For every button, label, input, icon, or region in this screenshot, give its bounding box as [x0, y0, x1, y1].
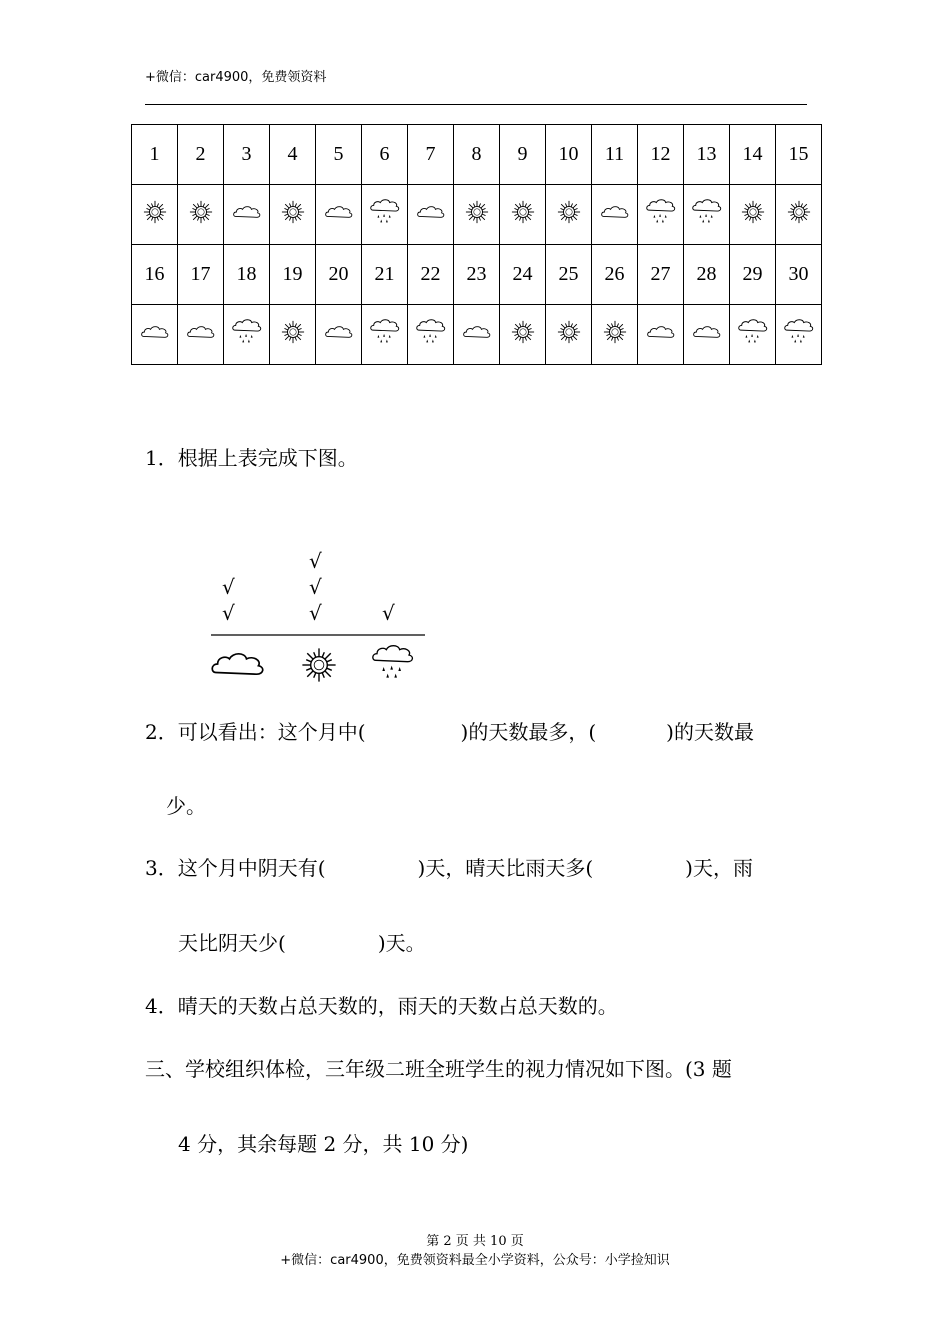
weather-cell	[684, 185, 730, 245]
weather-cell	[500, 305, 546, 365]
day-number: 21	[362, 245, 408, 305]
weather-cell	[270, 185, 316, 245]
rain-icon	[369, 317, 401, 347]
weather-cell	[316, 185, 362, 245]
check-mark: √	[222, 601, 235, 625]
weather-cell	[132, 305, 178, 365]
day-number: 28	[684, 245, 730, 305]
sun-icon	[508, 200, 538, 224]
rain-icon	[645, 197, 677, 227]
sun-icon	[278, 200, 308, 224]
day-number: 9	[500, 125, 546, 185]
day-number: 13	[684, 125, 730, 185]
question-2-continued: 少。	[166, 794, 206, 818]
weather-cell	[270, 305, 316, 365]
day-number: 18	[224, 245, 270, 305]
day-number: 23	[454, 245, 500, 305]
question-2-part-b: )的天数最多，(	[460, 720, 597, 744]
cloud-icon	[462, 320, 492, 344]
weather-cell	[362, 185, 408, 245]
rain-icon	[691, 197, 723, 227]
day-number: 7	[408, 125, 454, 185]
check-mark: √	[222, 575, 235, 599]
rain-icon	[783, 317, 815, 347]
cloud-icon	[324, 200, 354, 224]
day-number: 19	[270, 245, 316, 305]
day-number: 26	[592, 245, 638, 305]
cloud-icon	[232, 200, 262, 224]
day-number: 14	[730, 125, 776, 185]
sun-icon	[554, 200, 584, 224]
weather-cell	[178, 305, 224, 365]
sun-icon	[186, 200, 216, 224]
day-number: 4	[270, 125, 316, 185]
weather-cell	[638, 305, 684, 365]
sun-icon	[278, 320, 308, 344]
header-note: +微信：car4900，免费领资料	[145, 70, 327, 85]
day-number: 15	[776, 125, 822, 185]
weather-cell	[776, 185, 822, 245]
weather-cell	[454, 185, 500, 245]
weather-cell	[546, 185, 592, 245]
sun-icon	[554, 320, 584, 344]
day-number: 22	[408, 245, 454, 305]
day-number: 8	[454, 125, 500, 185]
weather-cell	[362, 305, 408, 365]
question-2	[145, 716, 754, 745]
day-number: 10	[546, 125, 592, 185]
rain-icon	[369, 197, 401, 227]
question-1: 1．根据上表完成下图。	[145, 446, 358, 470]
question-3-part-a: 3．这个月中阴天有(	[145, 856, 326, 880]
check-mark: √	[309, 601, 322, 625]
weather-cell	[224, 185, 270, 245]
weather-cell	[730, 305, 776, 365]
cloud-icon	[600, 200, 630, 224]
sun-icon	[600, 320, 630, 344]
tally-chart	[205, 545, 435, 685]
weather-cell	[408, 305, 454, 365]
sun-icon	[462, 200, 492, 224]
day-number: 16	[132, 245, 178, 305]
section-3-title: 三、学校组织体检，三年级二班全班学生的视力情况如下图。(3 题	[145, 1057, 732, 1081]
check-mark: √	[309, 575, 322, 599]
cloud-icon	[692, 320, 722, 344]
weather-calendar	[131, 124, 822, 365]
weather-cell	[730, 185, 776, 245]
day-number: 24	[500, 245, 546, 305]
sun-icon	[302, 648, 335, 681]
day-number: 25	[546, 245, 592, 305]
question-3-part-e: )天。	[377, 931, 426, 955]
day-number: 17	[178, 245, 224, 305]
cloud-icon	[212, 654, 262, 674]
question-2-part-a: 2．可以看出：这个月中(	[145, 720, 366, 744]
sun-icon	[140, 200, 170, 224]
day-number: 5	[316, 125, 362, 185]
weather-cell	[638, 185, 684, 245]
question-3-part-b: )天，晴天比雨天多(	[417, 856, 594, 880]
weather-cell	[500, 185, 546, 245]
day-number: 6	[362, 125, 408, 185]
rain-icon	[415, 317, 447, 347]
day-number: 30	[776, 245, 822, 305]
question-2-part-c: )的天数最	[666, 720, 754, 744]
footer-note: +微信：car4900，免费领资料最全小学资料，公众号：小学捡知识	[280, 1253, 670, 1268]
rain-icon	[373, 646, 413, 678]
weather-cell	[178, 185, 224, 245]
check-mark: √	[309, 549, 322, 573]
section-3-title-continued: 4 分，其余每题 2 分，共 10 分)	[178, 1132, 469, 1156]
sun-icon	[738, 200, 768, 224]
question-3-part-d: 天比阴天少(	[178, 931, 286, 955]
cloud-icon	[646, 320, 676, 344]
header-divider	[145, 104, 807, 105]
day-number: 27	[638, 245, 684, 305]
weather-cell	[408, 185, 454, 245]
weather-cell	[454, 305, 500, 365]
weather-cell	[684, 305, 730, 365]
day-number: 20	[316, 245, 362, 305]
cloud-icon	[416, 200, 446, 224]
cloud-icon	[186, 320, 216, 344]
rain-icon	[231, 317, 263, 347]
question-3-continued	[178, 927, 426, 956]
weather-cell	[776, 305, 822, 365]
cloud-icon	[324, 320, 354, 344]
question-3-part-c: )天，雨	[685, 856, 753, 880]
day-number: 11	[592, 125, 638, 185]
weather-cell	[132, 185, 178, 245]
sun-icon	[508, 320, 538, 344]
check-mark: √	[382, 601, 395, 625]
day-number: 2	[178, 125, 224, 185]
day-number: 29	[730, 245, 776, 305]
weather-cell	[592, 185, 638, 245]
day-number: 3	[224, 125, 270, 185]
weather-cell	[546, 305, 592, 365]
weather-cell	[316, 305, 362, 365]
weather-cell	[224, 305, 270, 365]
question-4: 4．晴天的天数占总天数的，雨天的天数占总天数的。	[145, 994, 618, 1018]
day-number: 12	[638, 125, 684, 185]
question-3	[145, 852, 753, 881]
cloud-icon	[140, 320, 170, 344]
rain-icon	[737, 317, 769, 347]
weather-cell	[592, 305, 638, 365]
sun-icon	[784, 200, 814, 224]
page-number: 第 2 页 共 10 页	[426, 1234, 524, 1249]
day-number: 1	[132, 125, 178, 185]
